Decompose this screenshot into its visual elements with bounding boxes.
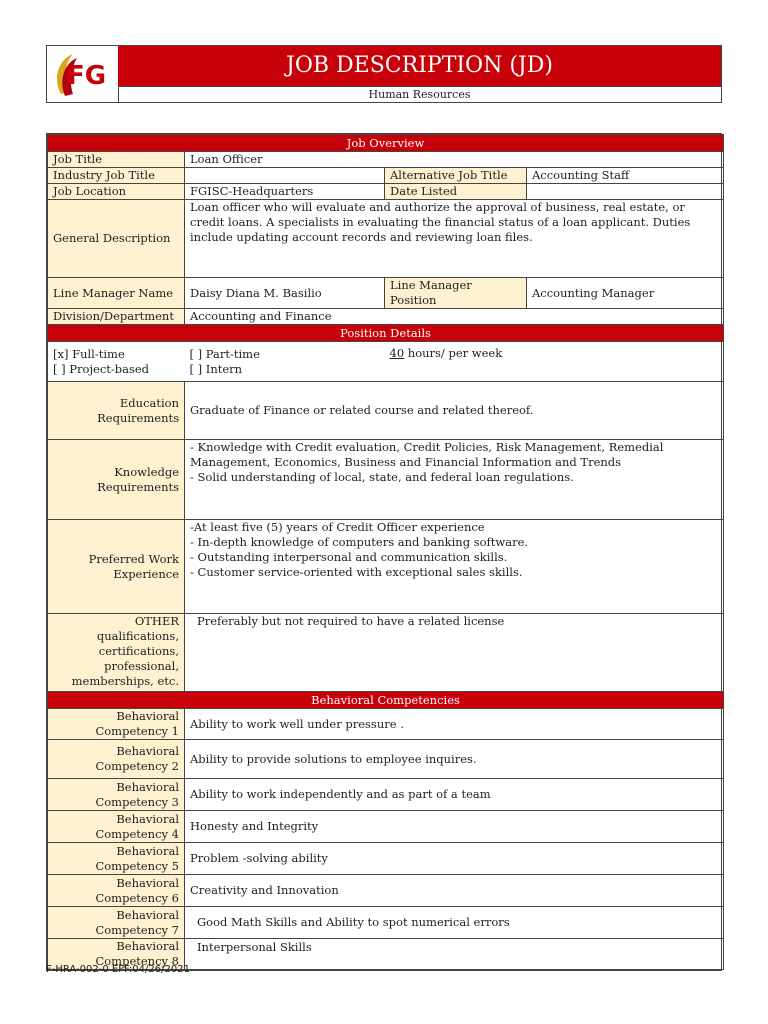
competency-label: Behavioral Competency 1 <box>48 709 185 740</box>
competency-label: Behavioral Competency 8 <box>48 939 185 970</box>
table-row <box>48 309 724 325</box>
company-logo <box>47 46 119 102</box>
experience-item: - In-depth knowledge of computers and banking software. <box>190 535 529 549</box>
table-row <box>48 278 724 309</box>
education-label: Education Requirements <box>48 382 185 440</box>
competency-row <box>48 843 724 875</box>
competency-label: Behavioral Competency 4 <box>48 811 185 843</box>
experience-label: Preferred Work Experience <box>48 520 185 614</box>
employment-type-row <box>48 342 724 382</box>
competency-row <box>48 811 724 843</box>
competency-label: Behavioral Competency 5 <box>48 843 185 875</box>
alternative-job-title-label: Alternative Job Title <box>385 168 527 184</box>
job-location-label: Job Location <box>48 184 185 200</box>
hours-value: 40 <box>389 346 405 360</box>
fulltime-checkbox: [x] Full-time <box>53 346 125 361</box>
knowledge-value <box>185 440 724 520</box>
section-header-position-details: Position Details <box>48 325 724 342</box>
job-title-value: Loan Officer <box>185 152 724 168</box>
competency-value: Problem -solving ability <box>185 843 724 875</box>
fg-logo-icon <box>51 50 113 98</box>
line-manager-name-value: Daisy Diana M. Basilio <box>185 278 385 309</box>
other-qualifications-value: Preferably but not required to have a related license <box>185 614 724 692</box>
competency-value: Ability to work independently and as part of a team <box>185 779 724 811</box>
table-row <box>48 382 724 440</box>
table-row <box>48 184 724 200</box>
competency-label: Behavioral Competency 7 <box>48 907 185 939</box>
competency-label: Behavioral Competency 6 <box>48 875 185 907</box>
general-description-label: General Description <box>48 200 185 278</box>
industry-job-title-value <box>185 168 385 184</box>
hours-suffix: hours/ per week <box>407 346 503 360</box>
document-subtitle: Human Resources <box>118 86 721 103</box>
general-description-value: Loan officer who will evaluate and authorize the approval of business, real estate, or credit loans. A specialists in evaluating the financial status of a loan applicant. Duties include updating account records and reviewing loan files. <box>185 200 724 278</box>
job-description-table <box>46 133 722 971</box>
competency-value: Ability to work well under pressure . <box>185 709 724 740</box>
date-listed-value <box>527 184 724 200</box>
competency-row <box>48 709 724 740</box>
knowledge-label: Knowledge Requirements <box>48 440 185 520</box>
competency-value: Interpersonal Skills <box>185 939 724 970</box>
line-manager-name-label: Line Manager Name <box>48 278 185 309</box>
section-header-behavioral: Behavioral Competencies <box>48 692 724 709</box>
table-row <box>48 520 724 614</box>
division-value: Accounting and Finance <box>185 309 724 325</box>
competency-value: Ability to provide solutions to employee inquires. <box>185 740 724 779</box>
svg-text:FG: FG <box>67 61 107 91</box>
experience-value <box>185 520 724 614</box>
table-row <box>48 200 724 278</box>
line-manager-position-value: Accounting Manager <box>527 278 724 309</box>
intern-checkbox: [ ] Intern <box>189 361 243 376</box>
table-row <box>48 440 724 520</box>
line-manager-position-label: Line Manager Position <box>385 278 527 309</box>
job-location-value: FGISC-Headquarters <box>185 184 385 200</box>
competency-row <box>48 907 724 939</box>
document-header <box>46 45 722 103</box>
division-label: Division/Department <box>48 309 185 325</box>
experience-item: - Customer service-oriented with exceptional sales skills. <box>190 565 523 579</box>
table-row <box>48 168 724 184</box>
competency-row <box>48 779 724 811</box>
experience-item: -At least five (5) years of Credit Officer experience <box>190 520 485 534</box>
form-code-footer: F-HRA-002-0 EFF:04/26/2021 <box>46 964 190 975</box>
knowledge-item: - Solid understanding of local, state, and federal loan regulations. <box>190 470 574 484</box>
competency-label: Behavioral Competency 3 <box>48 779 185 811</box>
date-listed-label: Date Listed <box>385 184 527 200</box>
competency-value: Good Math Skills and Ability to spot numerical errors <box>185 907 724 939</box>
parttime-checkbox: [ ] Part-time <box>189 346 260 361</box>
project-based-checkbox: [ ] Project-based <box>53 361 150 376</box>
competency-row <box>48 875 724 907</box>
knowledge-item: - Knowledge with Credit evaluation, Credit Policies, Risk Management, Remedial Management, Economics, Business and Financial Information and Trends <box>190 440 664 469</box>
industry-job-title-label: Industry Job Title <box>48 168 185 184</box>
competency-row <box>48 740 724 779</box>
education-value: Graduate of Finance or related course and related thereof. <box>185 382 724 440</box>
section-header-job-overview: Job Overview <box>48 135 724 152</box>
job-title-label: Job Title <box>48 152 185 168</box>
alternative-job-title-value: Accounting Staff <box>527 168 724 184</box>
other-qualifications-label: OTHER qualifications, certifications, professional, memberships, etc. <box>48 614 185 692</box>
competency-value: Honesty and Integrity <box>185 811 724 843</box>
experience-item: - Outstanding interpersonal and communication skills. <box>190 550 508 564</box>
competency-value: Creativity and Innovation <box>185 875 724 907</box>
competency-label: Behavioral Competency 2 <box>48 740 185 779</box>
document-title: JOB DESCRIPTION (JD) <box>118 46 721 86</box>
table-row <box>48 614 724 692</box>
table-row <box>48 152 724 168</box>
